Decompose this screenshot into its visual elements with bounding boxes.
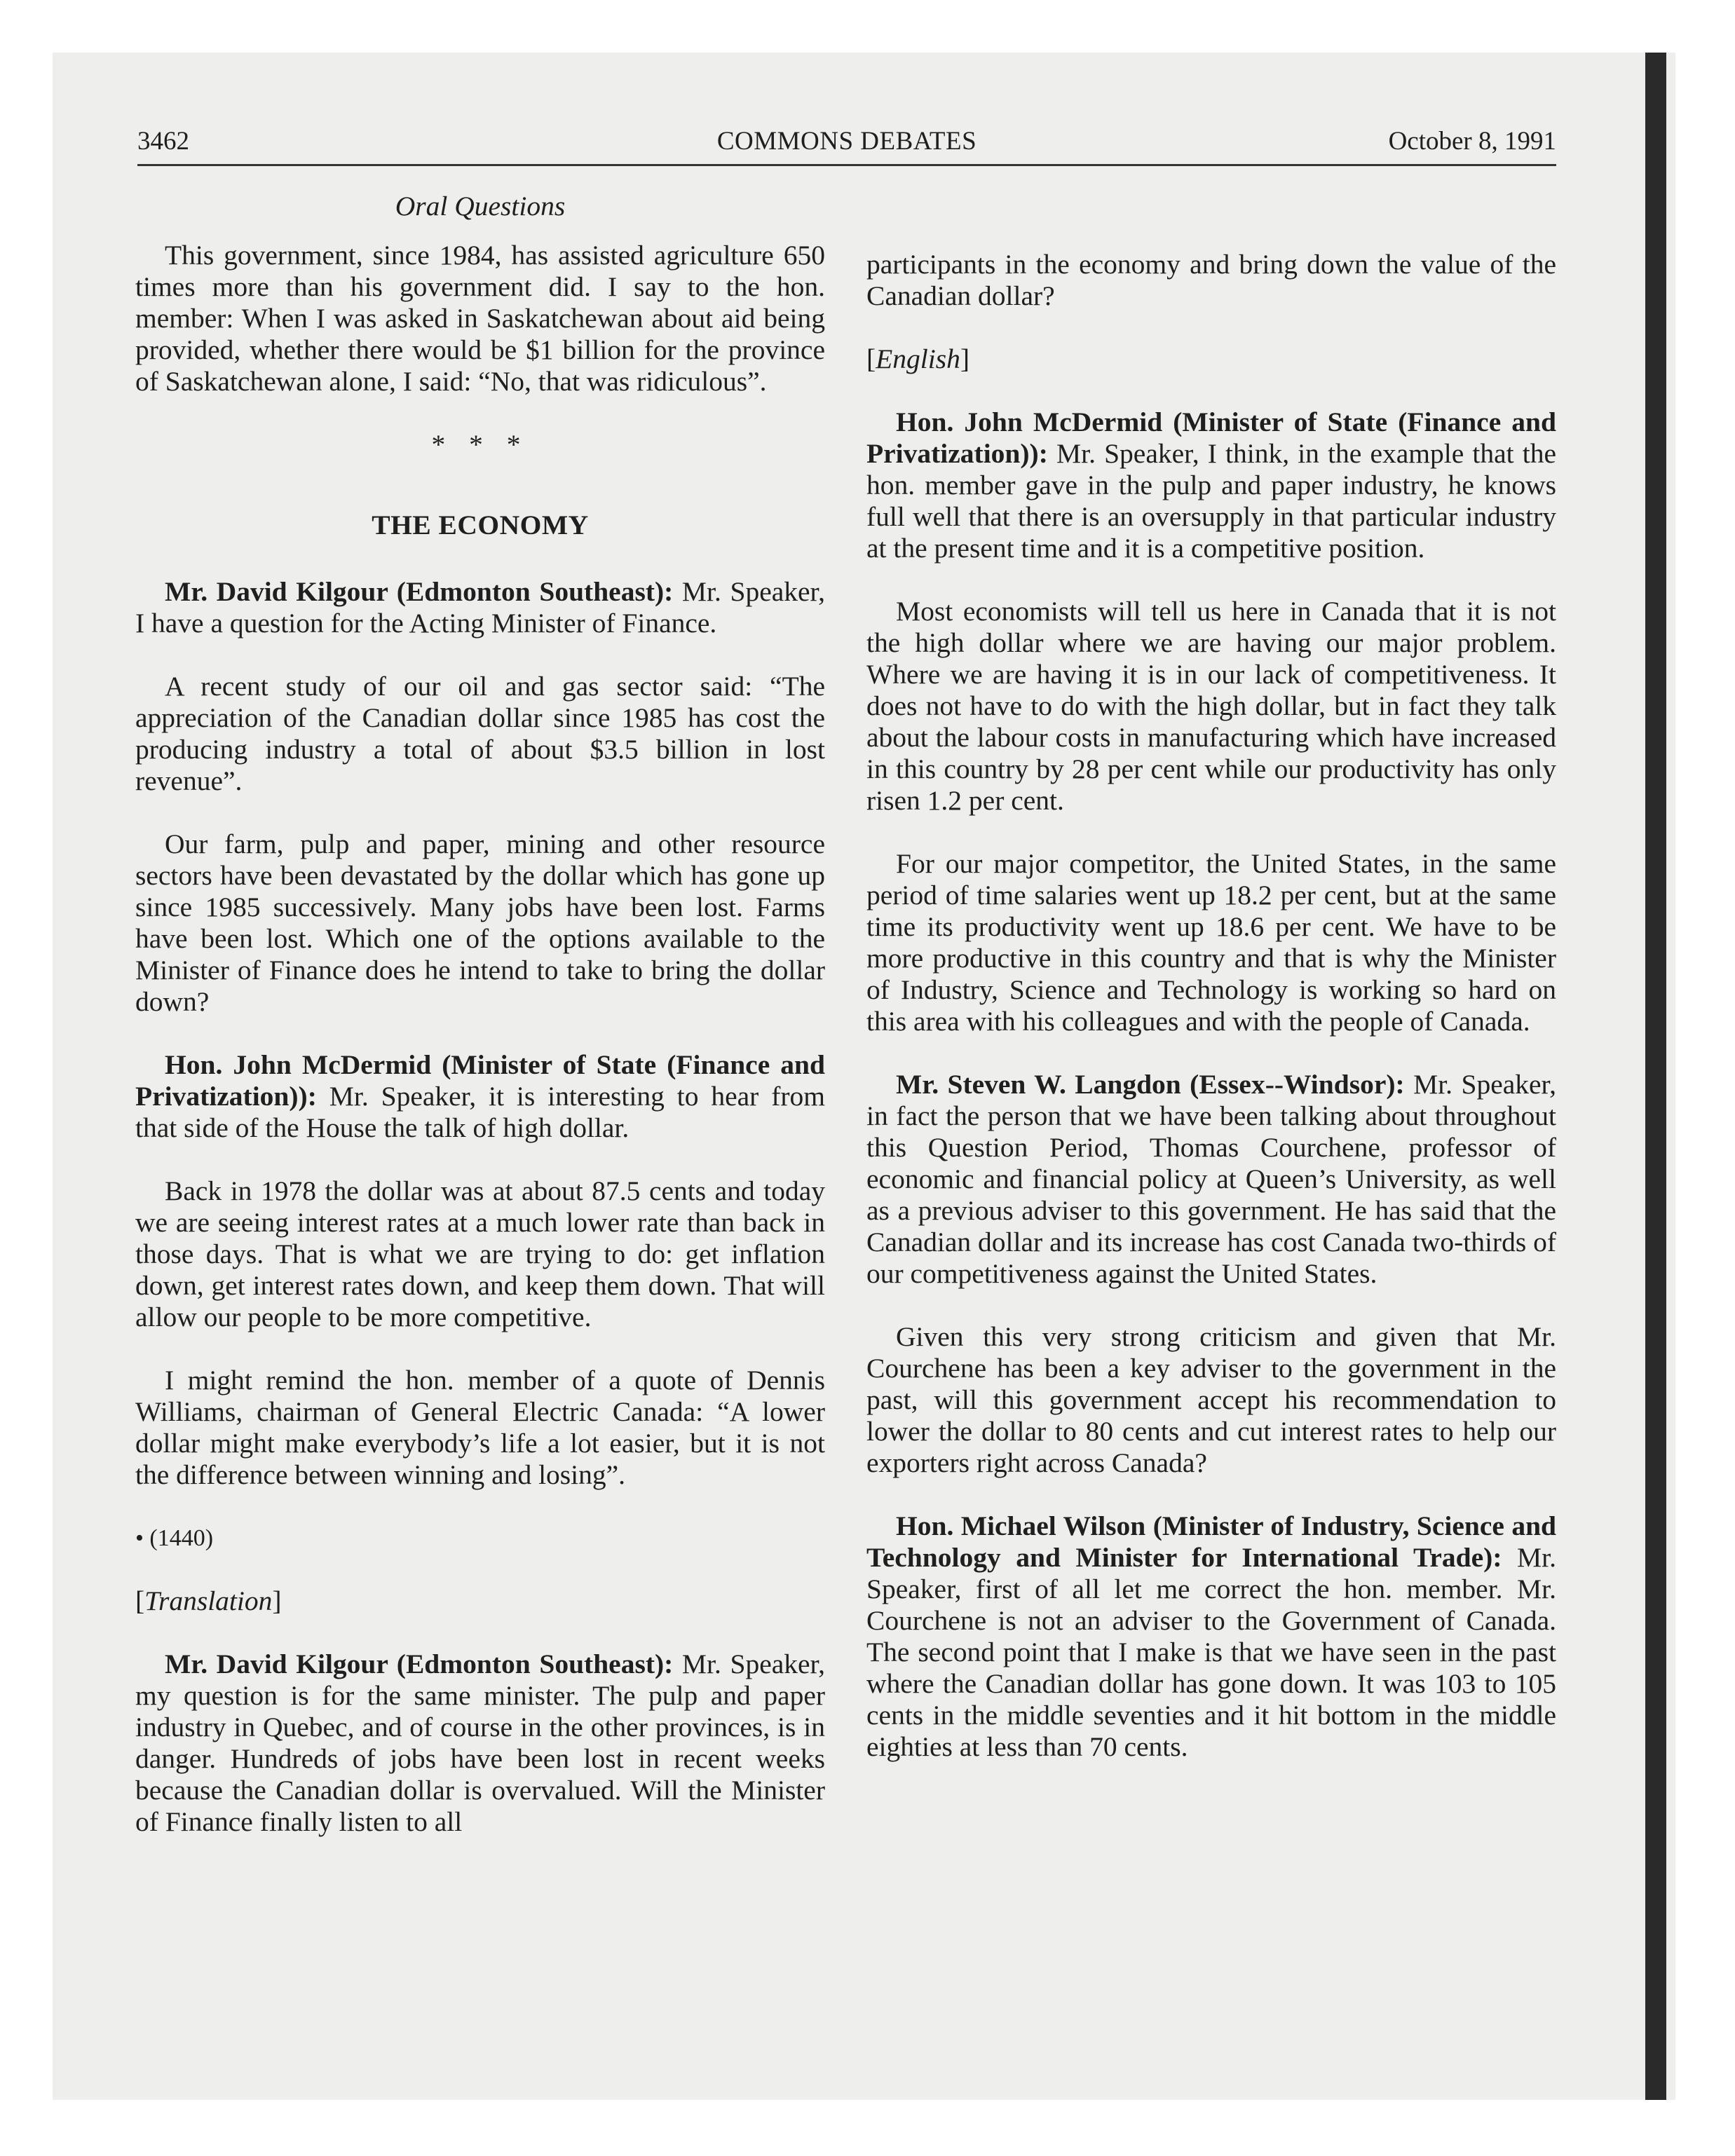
page-number: 3462 [137,127,189,156]
speech-text: Mr. Speaker, my question is for the same minister. The pulp and paper industry in Quebec, and of course in the other provinces, is in danger. Hundreds of jobs have been lost in recent weeks because the Canadian dollar is overvalued. Will the Minister of Finance finally listen to all [135,1649,825,1837]
paragraph: Back in 1978 the dollar was at about 87.5 cents and today we are seeing interest rates at a much lower rate than back in those days. That is what we are trying to do: get inflation down, get interest rates down, and keep them down. That will allow our people to be more competitive. [135,1175,825,1332]
issue-date: October 8, 1991 [1388,127,1556,156]
translation-label: [Translation] [135,1585,282,1616]
right-column [866,249,1556,1794]
left-column [135,191,825,1869]
speaker-name: Mr. David Kilgour (Edmonton Southeast): [165,1649,674,1679]
speaker-name: Hon. John McDermid (Minister of State (Finance and Privatization)): [866,407,1556,469]
paragraph: A recent study of our oil and gas sector said: “The appreciation of the Canadian dollar since 1985 has cost the producing industry a total of about $3.5 billion in lost revenue”. [135,671,825,796]
paragraph: Our farm, pulp and paper, mining and other resource sectors have been devastated by the dollar which has gone up since 1985 successively. Many jobs have been lost. Farms have been lost. Which one of the options available to the Minister of Finance does he intend to take to bring the dollar down? [135,828,825,1017]
speaker-name: Mr. David Kilgour (Edmonton Southeast): [165,576,674,607]
speech-text: Mr. Speaker, first of all let me correct the hon. member. Mr. Courchene is not an adviser to the Government of Canada. The second point that I make is that we have seen in the past where the Canadian dollar has gone down. It was 103 to 105 cents in the middle seventies and it hit bottom in the middle eighties at less than 70 cents. [866,1542,1556,1762]
scan-edge-shadow [1645,53,1666,2100]
speaker-name: Hon. John McDermid (Minister of State (Finance and Privatization)): [135,1049,825,1112]
running-head [137,121,1556,160]
paragraph [135,1649,825,1838]
header-rule [137,164,1556,166]
speech-text: Mr. Speaker, in fact the person that we have been talking about throughout this Question Period, Thomas Courchene, professor of economic and financial policy at Queen’s University, as well as a previous adviser to this government. He has said that the Canadian dollar and its increase has cost Canada two-thirds of our competitiveness against the United States. [866,1069,1556,1289]
speech-text: Mr. Speaker, I think, in the example that the hon. member gave in the pulp and paper industry, he knows full well that there is an oversupply in that particular industry at the present time and it is a competitive position. [866,438,1556,564]
paragraph [866,1069,1556,1290]
paragraph: participants in the economy and bring down the value of the Canadian dollar? [866,249,1556,311]
paragraph: This government, since 1984, has assisted agriculture 650 times more than his government did. I say to the hon. member: When I was asked in Saskatchewan about aid being provided, whether there would be $1 billion for the province of Saskatchewan alone, I said: “No, that was ridiculous”. [135,240,825,397]
section-label: Oral Questions [395,191,566,221]
paragraph: I might remind the hon. member of a quote of Dennis Williams, chairman of General Electric Canada: “A lower dollar might make everybody’s life a lot easier, but it is not the difference between winning and losing”. [135,1365,825,1490]
publication-title: COMMONS DEBATES [716,127,977,156]
english-label-text: English [876,343,960,374]
paragraph: For our major competitor, the United States, in the same period of time salaries went up 18.2 per cent, but at the same time its productivity went up 18.6 per cent. We have to be more productive in this country and that is why the Minister of Industry, Science and Technology is working so hard on this area with his colleagues and with the people of Canada. [866,848,1556,1037]
translation-label-text: Translation [144,1585,273,1616]
section-separator: * * * [431,429,529,460]
paragraph [866,407,1556,564]
time-marker: • (1440) [135,1525,214,1551]
speaker-name: Hon. Michael Wilson (Minister of Industry, Science and Technology and Minister for International Trade): [866,1510,1556,1573]
speaker-name: Mr. Steven W. Langdon (Essex--Windsor): [896,1069,1405,1100]
paragraph: Most economists will tell us here in Canada that it is not the high dollar where we are having our major problem. Where we are having it is in our lack of competitiveness. It does not have to do with the high dollar, but in fact they talk about the labour costs in manufacturing which have increased in this country by 28 per cent while our productivity has only risen 1.2 per cent. [866,596,1556,816]
speech-text: Mr. Speaker, I have a question for the Acting Minister of Finance. [135,576,825,639]
paragraph [135,576,825,639]
paragraph [135,1049,825,1144]
paragraph: Given this very strong criticism and given that Mr. Courchene has been a key adviser to the government in the past, will this government accept his recommendation to lower the dollar to 80 cents and cut interest rates to help our exporters right across Canada? [866,1321,1556,1478]
english-label: [English] [866,343,970,374]
speech-text: Mr. Speaker, it is interesting to hear from that side of the House the talk of high dollar. [135,1081,825,1143]
section-heading: THE ECONOMY [372,510,589,540]
paragraph [866,1510,1556,1763]
